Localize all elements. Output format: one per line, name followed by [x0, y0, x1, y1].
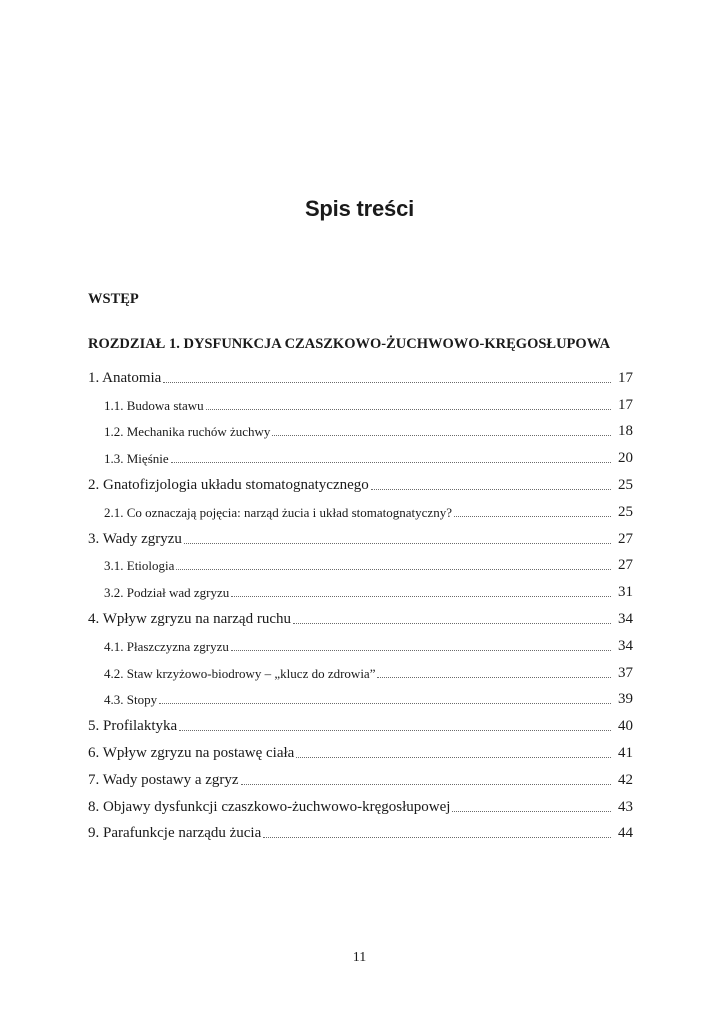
toc-entry[interactable]	[88, 708, 633, 735]
toc-leader-dots	[163, 382, 611, 383]
toc-entry[interactable]	[88, 762, 633, 789]
toc-entry-label: 2.1. Co oznaczają pojęcia: narząd żucia i układ stomatognatyczny?	[104, 504, 452, 520]
toc-entry[interactable]	[88, 521, 633, 548]
toc-leader-dots	[377, 677, 611, 678]
toc-entry[interactable]	[88, 601, 633, 628]
toc-entry-label: 4.3. Stopy	[104, 692, 158, 708]
toc-entry[interactable]	[88, 628, 633, 655]
toc-entry-label: 7. Wady postawy a zgryz	[88, 771, 239, 788]
chapter-heading: ROZDZIAŁ 1. DYSFUNKCJA CZASZKOWO-ŻUCHWOWO-KRĘGOSŁUPOWA	[88, 336, 611, 352]
toc-leader-dots	[241, 784, 611, 785]
toc-entry-page: 41	[618, 744, 633, 761]
toc-entry-label: 9. Parafunkcje narządu żucia	[88, 825, 262, 842]
toc-leader-dots	[371, 489, 611, 490]
toc-entry[interactable]	[88, 440, 633, 467]
toc-entry-page: 34	[618, 610, 633, 627]
toc-entry-page: 40	[618, 718, 633, 735]
toc-entry-page: 44	[618, 825, 633, 842]
toc-entry[interactable]	[88, 387, 633, 414]
toc-entry-label: 1.2. Mechanika ruchów żuchwy	[104, 424, 271, 440]
toc-entry-page: 25	[618, 476, 633, 493]
toc-leader-dots	[159, 703, 611, 704]
toc-entry-label: 5. Profilaktyka	[88, 718, 178, 735]
toc-entry-page: 37	[618, 664, 633, 681]
toc-entry-page: 42	[618, 771, 633, 788]
toc-entry-label: 8. Objawy dysfunkcji czaszkowo-żuchwowo-kręgosłupowej	[88, 798, 451, 815]
toc-entry[interactable]	[88, 655, 633, 682]
table-of-contents	[88, 360, 633, 842]
page-title: Spis treści	[304, 196, 415, 221]
toc-entry-page: 20	[618, 450, 633, 467]
toc-entry[interactable]	[88, 682, 633, 709]
toc-entry-label: 6. Wpływ zgryzu na postawę ciała	[88, 744, 295, 761]
toc-leader-dots	[231, 650, 611, 651]
toc-entry-page: 27	[618, 530, 633, 547]
toc-entry[interactable]	[88, 467, 633, 494]
toc-entry[interactable]	[88, 548, 633, 575]
toc-leader-dots	[454, 516, 611, 517]
toc-entry[interactable]	[88, 816, 633, 843]
toc-entry-label: 1.1. Budowa stawu	[104, 397, 204, 413]
toc-entry[interactable]	[88, 414, 633, 441]
section-intro: WSTĘP	[88, 291, 139, 307]
toc-entry-label: 1. Anatomia	[88, 369, 162, 386]
toc-leader-dots	[171, 462, 611, 463]
toc-entry-label: 1.3. Mięśnie	[104, 451, 169, 467]
toc-leader-dots	[293, 623, 611, 624]
toc-leader-dots	[452, 811, 611, 812]
toc-entry-label: 3.2. Podział wad zgryzu	[104, 585, 230, 601]
toc-leader-dots	[206, 409, 611, 410]
toc-leader-dots	[272, 435, 611, 436]
toc-leader-dots	[231, 596, 611, 597]
toc-entry-page: 17	[618, 369, 633, 386]
page-number: 11	[352, 950, 367, 965]
toc-entry-label: 4.2. Staw krzyżowo-biodrowy – „klucz do zdrowia”	[104, 665, 376, 681]
toc-entry-page: 34	[618, 637, 633, 654]
toc-entry-page: 18	[618, 423, 633, 440]
toc-entry-page: 43	[618, 798, 633, 815]
toc-entry[interactable]	[88, 574, 633, 601]
toc-leader-dots	[296, 757, 611, 758]
toc-entry[interactable]	[88, 789, 633, 816]
toc-entry[interactable]	[88, 494, 633, 521]
toc-entry-page: 27	[618, 557, 633, 574]
toc-leader-dots	[184, 543, 611, 544]
toc-entry-label: 4. Wpływ zgryzu na narząd ruchu	[88, 610, 291, 627]
toc-entry-label: 3.1. Etiologia	[104, 558, 175, 574]
toc-entry-label: 3. Wady zgryzu	[88, 530, 182, 547]
toc-entry-page: 39	[618, 691, 633, 708]
toc-entry-page: 31	[618, 584, 633, 601]
toc-entry-label: 4.1. Płaszczyzna zgryzu	[104, 638, 229, 654]
toc-entry-page: 17	[618, 396, 633, 413]
toc-entry-page: 25	[618, 503, 633, 520]
toc-leader-dots	[179, 730, 611, 731]
toc-leader-dots	[176, 569, 611, 570]
toc-entry-label: 2. Gnatofizjologia układu stomatognatycznego	[88, 476, 369, 493]
toc-entry[interactable]	[88, 360, 633, 387]
toc-entry[interactable]	[88, 735, 633, 762]
toc-leader-dots	[263, 837, 611, 838]
